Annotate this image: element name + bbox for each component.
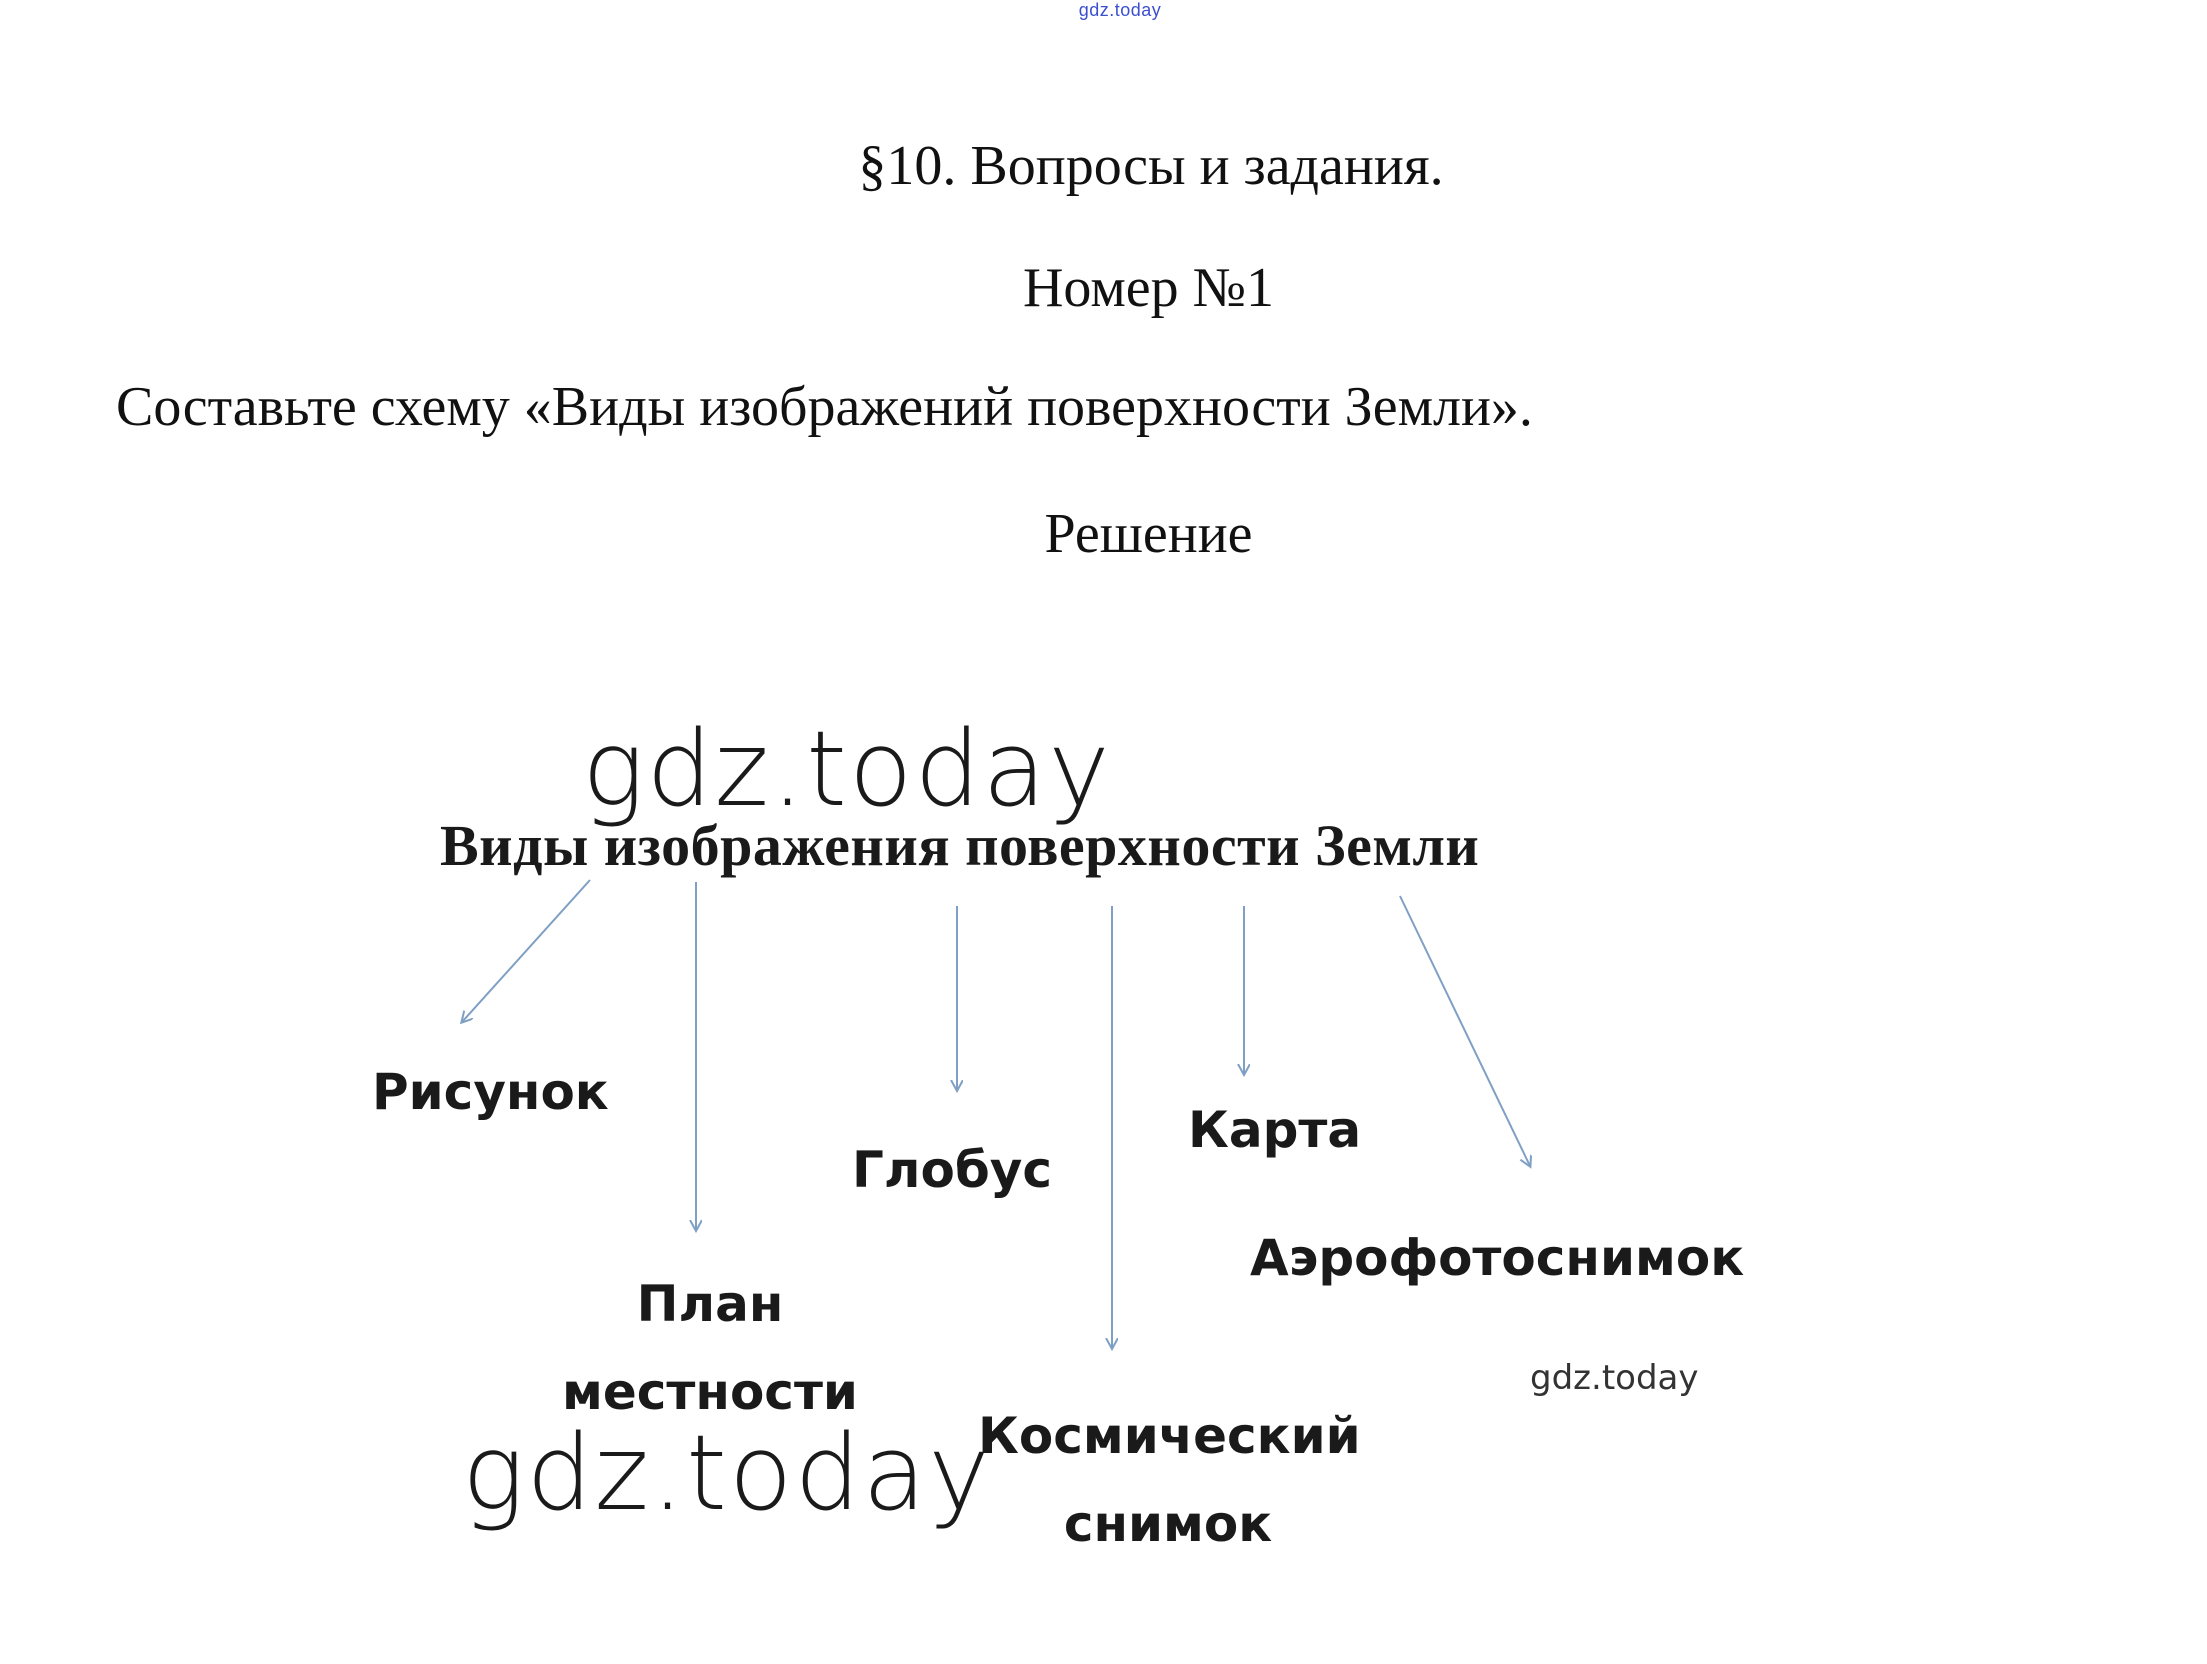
section-title: §10. Вопросы и задания.	[858, 135, 1444, 197]
node-karta: Карта	[1188, 1101, 1362, 1159]
node-risunok: Рисунок	[372, 1063, 609, 1121]
node-kosmos-line1: Космический	[978, 1407, 1361, 1465]
node-globus: Глобус	[852, 1141, 1052, 1199]
solution-label: Решение	[1044, 503, 1253, 565]
watermark-top: gdz.today	[1078, 0, 1162, 20]
task-number: Номер №1	[1022, 257, 1275, 319]
node-kosmicheskiy-snimok	[978, 1392, 1361, 1568]
scheme-title: Виды изображения поверхности Земли	[440, 813, 1480, 878]
arrow-risunok	[462, 880, 590, 1022]
watermark-large-2: gdz.today	[462, 1412, 992, 1534]
node-aerofotosnimok: Аэрофотоснимок	[1250, 1229, 1745, 1287]
node-plan-line1: План	[636, 1275, 784, 1333]
node-kosmos-line2: снимок	[1063, 1495, 1273, 1553]
watermark-large-1: gdz.today	[582, 708, 1112, 830]
task-text: Составьте схему «Виды изображений поверхности Земли».	[116, 376, 1533, 438]
watermark-small: gdz.today	[1530, 1358, 1699, 1398]
node-plan-mestnosti	[540, 1260, 880, 1436]
arrow-aero	[1400, 896, 1530, 1166]
node-plan-line2: местности	[562, 1363, 858, 1421]
